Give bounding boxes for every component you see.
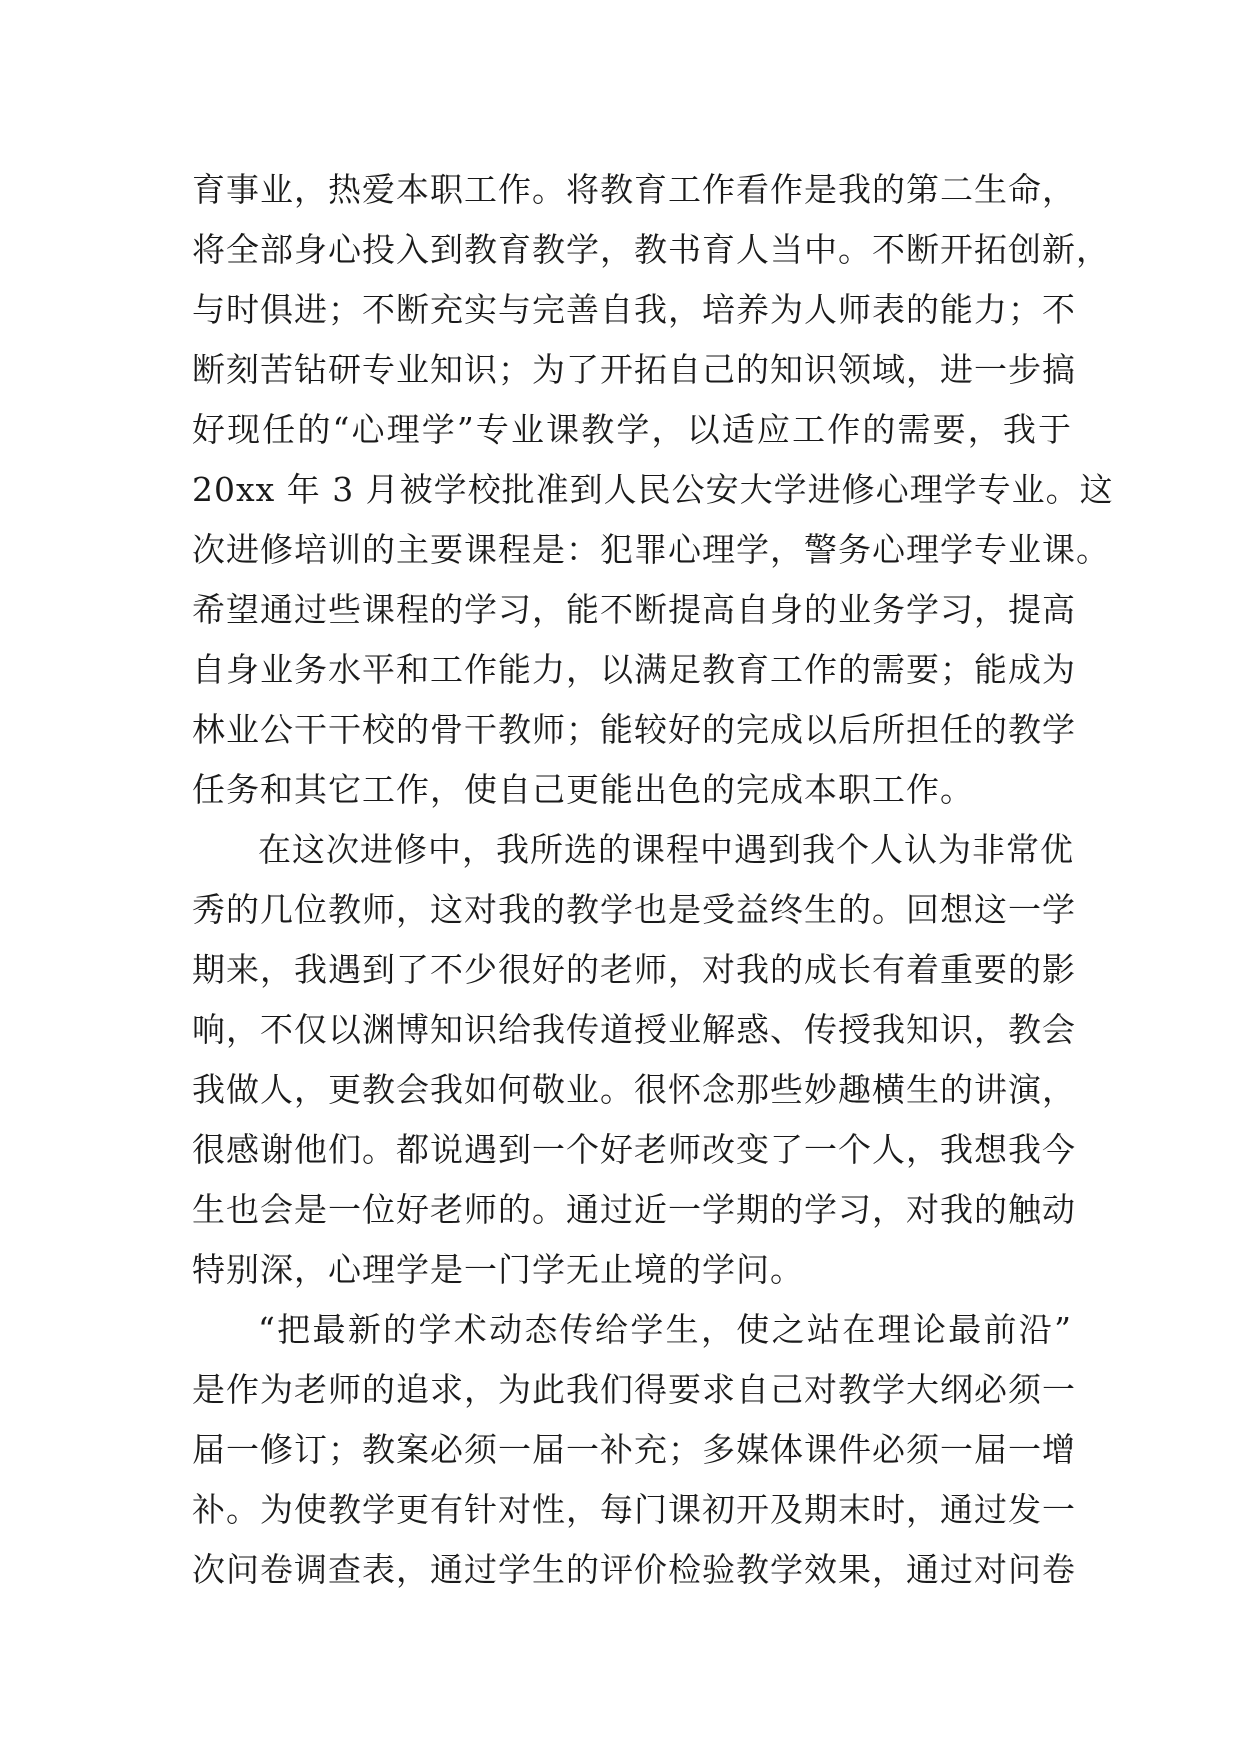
text-line: 自身业务水平和工作能力，以满足教育工作的需要；能成为 [192, 650, 1076, 689]
text-line: 我做人，更教会我如何敬业。很怀念那些妙趣横生的讲演， [192, 1070, 1076, 1109]
text-line: 届一修订；教案必须一届一补充；多媒体课件必须一届一增 [192, 1430, 1076, 1469]
text-line: 补。为使教学更有针对性，每门课初开及期末时，通过发一 [192, 1490, 1076, 1529]
text-line: 次进修培训的主要课程是：犯罪心理学，警务心理学专业课。 [192, 530, 1110, 569]
text-line: 任务和其它工作，使自己更能出色的完成本职工作。 [192, 770, 974, 809]
text-line: 是作为老师的追求，为此我们得要求自己对教学大纲必须一 [192, 1370, 1076, 1409]
text-line: 次问卷调查表，通过学生的评价检验教学效果，通过对问卷 [192, 1550, 1076, 1589]
text-line: 秀的几位教师，这对我的教学也是受益终生的。回想这一学 [192, 890, 1076, 929]
text-line: 生也会是一位好老师的。通过近一学期的学习，对我的触动 [192, 1190, 1076, 1229]
text-line: 期来，我遇到了不少很好的老师，对我的成长有着重要的影 [192, 950, 1076, 989]
text-line: 断刻苦钻研专业知识；为了开拓自己的知识领域，进一步搞 [192, 350, 1076, 389]
text-line: 育事业，热爱本职工作。将教育工作看作是我的第二生命， [192, 170, 1076, 209]
text-line: 20xx 年 3 月被学校批准到人民公安大学进修心理学专业。这 [192, 470, 1114, 509]
text-line: 与时俱进；不断充实与完善自我，培养为人师表的能力；不 [192, 290, 1076, 329]
text-line: 希望通过些课程的学习，能不断提高自身的业务学习，提高 [192, 590, 1076, 629]
text-line: 很感谢他们。都说遇到一个好老师改变了一个人，我想我今 [192, 1130, 1076, 1169]
text-line: 林业公干干校的骨干教师；能较好的完成以后所担任的教学 [192, 710, 1076, 749]
text-line: 好现任的“心理学”专业课教学，以适应工作的需要，我于 [192, 410, 1072, 449]
text-line: 特别深，心理学是一门学无止境的学问。 [192, 1250, 804, 1289]
paragraph-first-line: 在这次进修中，我所选的课程中遇到我个人认为非常优 [258, 830, 1074, 869]
text-line: 将全部身心投入到教育教学，教书育人当中。不断开拓创新， [192, 230, 1110, 269]
body-text [192, 160, 1114, 1600]
paragraph-first-line: “把最新的学术动态传给学生，使之站在理论最前沿” [258, 1310, 1072, 1349]
text-line: 响，不仅以渊博知识给我传道授业解惑、传授我知识，教会 [192, 1010, 1076, 1049]
